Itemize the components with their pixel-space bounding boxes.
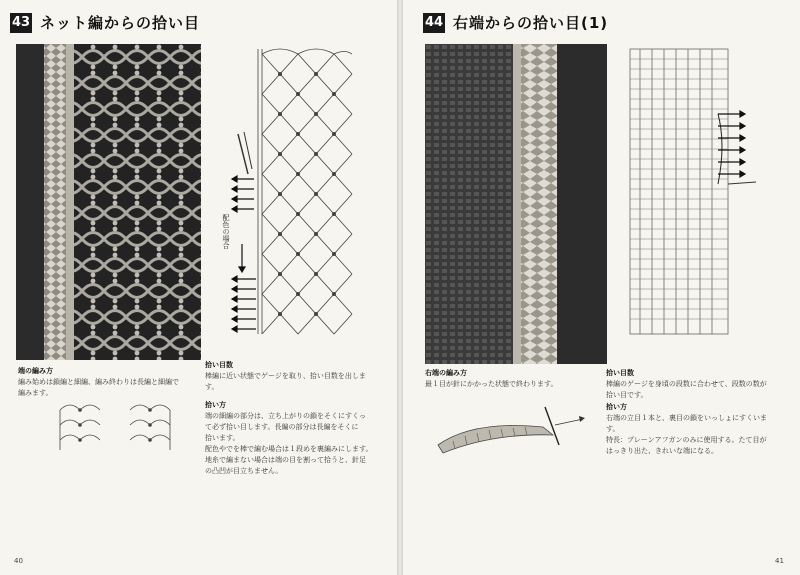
caption-line: 拾い目です。	[606, 391, 648, 399]
pickup-method-caption	[205, 400, 372, 477]
caption-line: 右端の立目１本と、裏目の鎖をいっしょにすくいま	[606, 414, 767, 422]
pickup-count-caption	[205, 360, 366, 393]
caption-line: す。	[606, 425, 620, 433]
edge-method-caption	[18, 366, 179, 399]
afghan-edge-photo	[425, 44, 607, 364]
caption-line: 配色やでを棒で編む場合は１段めを裏編みにします。	[205, 445, 373, 453]
caption-line: 棒編に近い状態でゲージを取り、拾い目数を出しま	[205, 372, 366, 380]
section-badge-43: 43	[10, 13, 32, 33]
page-number-right: 41	[775, 557, 784, 565]
page-number-left: 40	[14, 557, 23, 565]
caption-line: 拾います。	[205, 434, 240, 442]
section-badge-44: 44	[423, 13, 445, 33]
edge-stitch-diagrams	[55, 400, 185, 460]
mesh-fabric-photo	[16, 44, 201, 360]
caption-line: 編み始めは鎖編と細編、編み終わりは長編と細編で	[18, 378, 179, 386]
left-page	[0, 0, 397, 575]
caption-line: 端の細編の部分は、立ち上がりの鎖をそくにすくっ	[205, 412, 366, 420]
afghan-pickup-diagram	[618, 44, 758, 344]
right-pickup-count-heading: 拾い目数	[606, 369, 634, 377]
caption-line: 最１目が針にかかった状態で終わります。	[425, 380, 558, 388]
caption-line: はっきり出た、きれいな端になる。	[606, 447, 718, 455]
caption-line: て必ず拾い目します。長編の部分は長編をそくに	[205, 423, 359, 431]
caption-line: す。	[205, 383, 219, 391]
right-edge-method-heading: 右端の編み方	[425, 369, 467, 377]
mesh-pickup-diagram	[220, 44, 360, 344]
right-pickup-method-caption	[606, 402, 767, 457]
pickup-method-heading: 拾い方	[205, 401, 226, 409]
right-edge-method-caption	[425, 368, 557, 390]
afghan-strip-diagram	[433, 405, 593, 460]
right-pickup-method-heading: 拾い方	[606, 403, 627, 411]
caption-line: 編みます。	[18, 389, 53, 397]
color-case-label: 配色の場合	[222, 214, 230, 249]
caption-line: 棒編のゲージを身頃の段数に合わせて、段数の数が	[606, 380, 767, 388]
caption-line: 地糸で編まない場合は端の目を割って拾うと、針足	[205, 456, 366, 464]
section-title-44: 右端からの拾い目(1)	[453, 14, 609, 32]
caption-line: 特長：プレーンアフガンのみに使用する。たて目が	[606, 436, 767, 444]
edge-method-heading: 端の編み方	[18, 367, 53, 375]
pickup-count-heading: 拾い目数	[205, 361, 233, 369]
right-pickup-count-caption	[606, 368, 767, 401]
caption-line: の凸凹が目立ちません。	[205, 467, 283, 475]
right-page	[403, 0, 800, 575]
section-title-43: ネット編からの拾い目	[40, 14, 201, 32]
